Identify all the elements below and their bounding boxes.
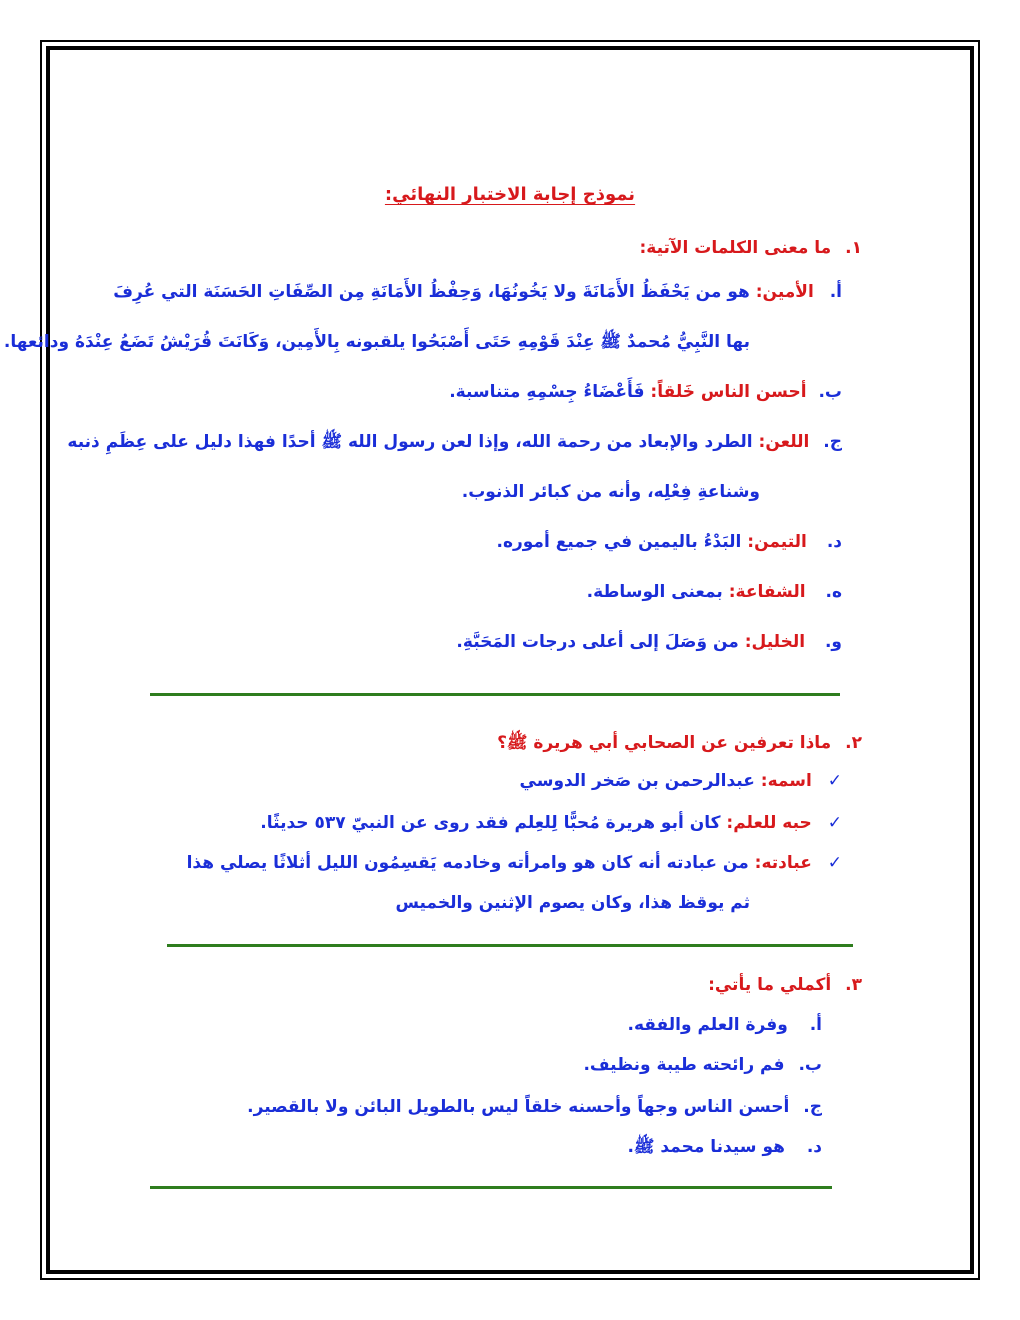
q1-number: ١.	[845, 238, 862, 258]
q3-item-a-text: وفرة العلم والفقه.	[627, 1015, 788, 1035]
q3-heading	[708, 973, 862, 997]
checkmark-icon: ✓	[827, 771, 842, 791]
q1-item-e	[587, 580, 842, 604]
q2-item-love-term: حبه للعلم:	[726, 813, 812, 833]
q1-item-d	[496, 530, 842, 554]
q3-item-c	[247, 1095, 822, 1119]
checkmark-icon: ✓	[827, 853, 842, 873]
q1-item-b-marker: ب.	[818, 382, 842, 402]
q1-item-c	[67, 430, 842, 454]
q3-item-c-marker: ج.	[803, 1097, 822, 1117]
q3-item-b	[583, 1053, 822, 1077]
q1-item-f-marker: و.	[824, 632, 842, 652]
q1-item-c-term: اللعن:	[758, 432, 810, 452]
q3-number: ٣.	[845, 975, 862, 995]
q2-item-worship-continuation: ثم يوقظ هذا، وكان يصوم الإثنين والخميس	[395, 893, 750, 913]
q1-item-d-marker: د.	[826, 532, 842, 552]
page-border-inner	[46, 46, 974, 1274]
q2-item-name-term: اسمه:	[760, 771, 812, 791]
q1-item-e-term: الشفاعة:	[728, 582, 806, 602]
q2-item-love-text: كان أبو هريرة مُحبًّا لِلعِلم فقد روى عن النبيّ ٥٣٧ حديثًا.	[260, 813, 721, 833]
q3-item-d-marker: د.	[806, 1137, 822, 1157]
q1-item-f	[456, 630, 842, 654]
q1-item-a	[113, 280, 842, 304]
q2-item-worship-text: من عبادته أنه كان هو وامرأته وخادمه يَقسِمُون الليل أثلاثًا يصلي هذا	[186, 853, 749, 873]
page-title: نموذج إجابة الاختبار النهائي:	[384, 184, 636, 205]
q1-item-a-marker: أ.	[829, 282, 842, 302]
q3-item-b-marker: ب.	[798, 1055, 822, 1075]
q1-item-c-text: الطرد والإبعاد من رحمة الله، وإذا لعن رسول الله ﷺ أحدًا فهذا دليل على عِظَمِ ذنبه	[67, 432, 753, 452]
q1-heading-text: ما معنى الكلمات الآتية:	[639, 238, 832, 258]
q1-item-a-continuation: بها النَّبِيُّ مُحمدٌ ﷺ عِنْدَ قَوْمِهِ حَتَى أَصْبَحُوا يلقبونه بِالأَمِين، وَكَانَتَ قُرَيْشُ تَضَعُ عِنْدَهُ ودائعها.	[3, 332, 750, 352]
q1-item-e-marker: ه.	[825, 582, 842, 602]
q1-item-a-term: الأمين:	[755, 282, 814, 302]
q2-heading	[497, 731, 862, 755]
q1-item-c-marker: ج.	[823, 432, 842, 452]
q3-item-d	[627, 1135, 822, 1159]
q1-item-f-term: الخليل:	[744, 632, 806, 652]
q1-item-b	[449, 380, 842, 404]
q2-heading-text: ماذا تعرفين عن الصحابي أبي هريرة ﷺ؟	[497, 733, 832, 753]
q2-item-worship-term: عبادته:	[754, 853, 812, 873]
q1-item-f-text: من وَصَلَ إلى أعلى درجات المَحَبَّةِ.	[456, 632, 739, 652]
q1-item-c-continuation: وشناعةِ فِعْلِه، وأنه من كبائر الذنوب.	[461, 482, 760, 502]
q1-item-d-term: التيمن:	[747, 532, 807, 552]
q2-number: ٢.	[845, 733, 862, 753]
q1-heading	[639, 236, 862, 260]
q2-item-name-text: عبدالرحمن بن صَخر الدوسي	[519, 771, 755, 791]
q2-item-love-of-knowledge	[260, 811, 842, 835]
q3-heading-text: أكملي ما يأتي:	[708, 975, 832, 995]
section-divider-2	[167, 944, 853, 947]
q3-item-b-text: فم رائحته طيبة ونظيف.	[583, 1055, 785, 1075]
q2-item-name	[520, 769, 842, 793]
q1-item-b-term: أحسن الناس خَلقاً:	[650, 382, 807, 402]
q1-item-a-text: هو من يَحْفَظُ الأَمَانَةَ ولا يَخُونُهَا، وَحِفْظُ الأَمَانَةِ مِن الصِّفَاتِ الحَسَنَة التي عُرِفَ	[113, 282, 750, 302]
q2-item-worship	[187, 851, 842, 875]
q3-item-d-text: هو سيدنا محمد ﷺ.	[627, 1137, 785, 1157]
q1-item-d-text: البَدْءُ باليمين في جميع أموره.	[496, 532, 742, 552]
q3-item-a	[628, 1013, 822, 1037]
section-divider-1	[150, 693, 840, 696]
checkmark-icon: ✓	[827, 813, 842, 833]
section-divider-3	[150, 1186, 832, 1189]
q3-item-c-text: أحسن الناس وجهاً وأحسنه خلقاً ليس بالطويل البائن ولا بالقصير.	[247, 1097, 790, 1117]
q3-item-a-marker: أ.	[809, 1015, 822, 1035]
q1-item-e-text: بمعنى الوساطة.	[586, 582, 723, 602]
q1-item-b-text: فَأَعْضَاءُ جِسْمِهِ متناسبة.	[449, 382, 645, 402]
